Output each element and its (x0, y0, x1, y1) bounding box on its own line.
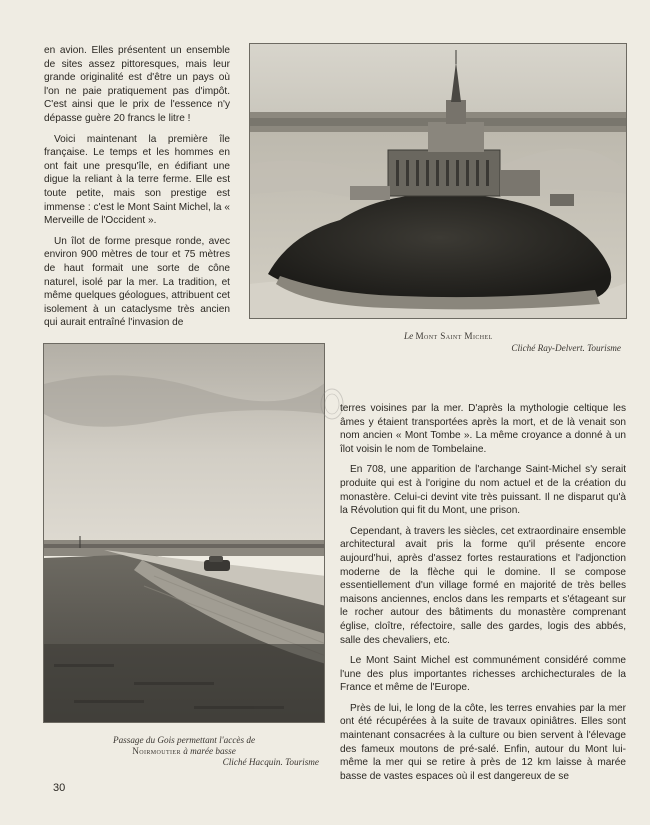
photo-credit: Cliché Ray-Delvert. Tourisme (511, 343, 621, 353)
paragraph: En 708, une apparition de l'archange Saint-Michel s'y serait produite qui est à l'origine du nom actuel et de la création du monastère. Celui-ci devint vite très puissant. Il ne disparut qu'à la Révolution qui fit du Mont, une prison. (340, 464, 626, 517)
paragraph: Le Mont Saint Michel est communément considéré comme l'une des plus importantes richesses archichecturales de la France et même de l'Europe. (340, 655, 626, 694)
mont-saint-michel-photo (249, 43, 627, 319)
page-number: 30 (53, 782, 66, 794)
caption-prefix: Le (404, 331, 416, 341)
paragraph: terres voisines par la mer. D'après la mythologie celtique les âmes y étaient transportées après la mort, et de là venait son nom ancien « Mont Tombe ». La même croyance a donné à un îlot voisin le nom de Tombelaine. (340, 403, 626, 455)
caption-place: Noirmoutier (132, 746, 181, 756)
paragraph: Un îlot de forme presque ronde, avec environ 900 mètres de tour et 75 mètres de haut formait une sorte de cône naturel, isolé par la mer. La tradition, et même quelques géologues, attribuent cet isolement à un cataclysme très ancien qui aurait entraîné l'invasion de (44, 235, 230, 329)
passage-du-gois-photo (43, 343, 325, 723)
paragraph: en avion. Elles présentent un ensemble de sites assez pittoresques, mais leur grande originalité est d'être un pays où l'on ne paie pratiquement pas d'impôt. C'est ainsi que le prix de l'essence n'y dépasse guère 20 francs le litre ! (44, 45, 230, 124)
article-column-bottom (340, 402, 626, 790)
article-column-top (44, 44, 230, 337)
paragraph: Près de lui, le long de la côte, les terres envahies par la mer ont été récupérées à la suite de travaux opiniâtres. Elles sont maintenant consacrées à la culture ou bien servent à l'élevage des fameux moutons de pré-salé. Enfin, autour du Mont lui-même la mer qui se retire à près de 12 km laisse à marée basse de vastes espaces où il est dangereux de se (340, 702, 626, 782)
caption-rest: à marée basse (180, 746, 236, 756)
photo-caption-line1: Passage du Gois permettant l'accès de (112, 735, 256, 745)
paragraph: Voici maintenant la première île française. Le temps et les hommes en ont fait une presqu'île, en édifiant une digue la reliant à la terre ferme. Elle est toute petite, mais son prestige est immense : c'est le Mont Saint Michel, la « Merveille de l'Occident ». (44, 133, 230, 227)
photo-credit: Cliché Hacquin. Tourisme (222, 757, 319, 767)
caption-title: Mont Saint Michel (415, 331, 493, 341)
paragraph: Cependant, à travers les siècles, cet extraordinaire ensemble architectural avait pris la forme qu'il présente encore aujourd'hui, après d'assez fortes restaurations et l'adjonction moderne de la flèche qui le domine. Il se compose essentiellement d'un village formé en majorité de très belles maisons anciennes, enclos dans les remparts et s'étageant sur le rocher autour des bâtiments du monastère comprenant église, cloître, réfectoire, salle des gardes, logis des abbés, salle des chevaliers, etc. (340, 525, 626, 646)
photo-caption-title (404, 330, 493, 342)
